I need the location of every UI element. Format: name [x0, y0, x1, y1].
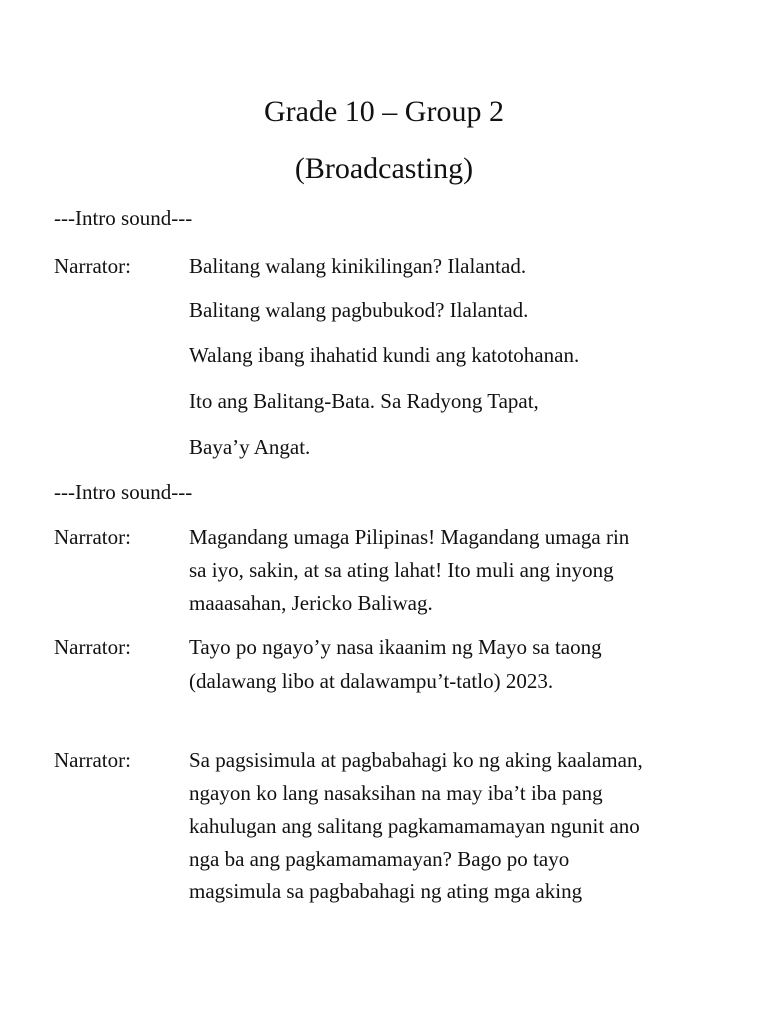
- speaker-label: Narrator:: [54, 254, 131, 278]
- script-line: maaasahan, Jericko Baliwag.: [189, 591, 433, 615]
- script-line: kahulugan ang salitang pagkamamamayan ngunit ano: [189, 814, 640, 838]
- script-line: Baya’y Angat.: [189, 435, 311, 459]
- sound-cue: ---Intro sound---: [54, 480, 193, 504]
- script-line: sa iyo, sakin, at sa ating lahat! Ito muli ang inyong: [189, 558, 614, 582]
- script-line: Balitang walang pagbubukod? Ilalantad.: [189, 298, 529, 322]
- script-line: Sa pagsisimula at pagbabahagi ko ng aking kaalaman,: [189, 748, 643, 772]
- script-line: Magandang umaga Pilipinas! Magandang umaga rin: [189, 525, 630, 549]
- script-line: Walang ibang ihahatid kundi ang katotohanan.: [189, 343, 580, 367]
- speaker-label: Narrator:: [54, 635, 131, 659]
- document-title: Grade 10 – Group 2: [264, 95, 504, 128]
- script-line: Ito ang Balitang-Bata. Sa Radyong Tapat,: [189, 389, 539, 413]
- script-line: Balitang walang kinikilingan? Ilalantad.: [189, 254, 527, 278]
- speaker-label: Narrator:: [54, 748, 131, 772]
- script-line: nga ba ang pagkamamamayan? Bago po tayo: [189, 847, 570, 871]
- script-line: ngayon ko lang nasaksihan na may iba’t iba pang: [189, 781, 603, 805]
- document-subtitle: (Broadcasting): [294, 152, 474, 185]
- sound-cue: ---Intro sound---: [54, 206, 193, 230]
- script-line: (dalawang libo at dalawampu’t-tatlo) 2023.: [189, 669, 554, 693]
- script-line: magsimula sa pagbabahagi ng ating mga aking: [189, 879, 583, 903]
- speaker-label: Narrator:: [54, 525, 131, 549]
- script-line: Tayo po ngayo’y nasa ikaanim ng Mayo sa taong: [189, 635, 602, 659]
